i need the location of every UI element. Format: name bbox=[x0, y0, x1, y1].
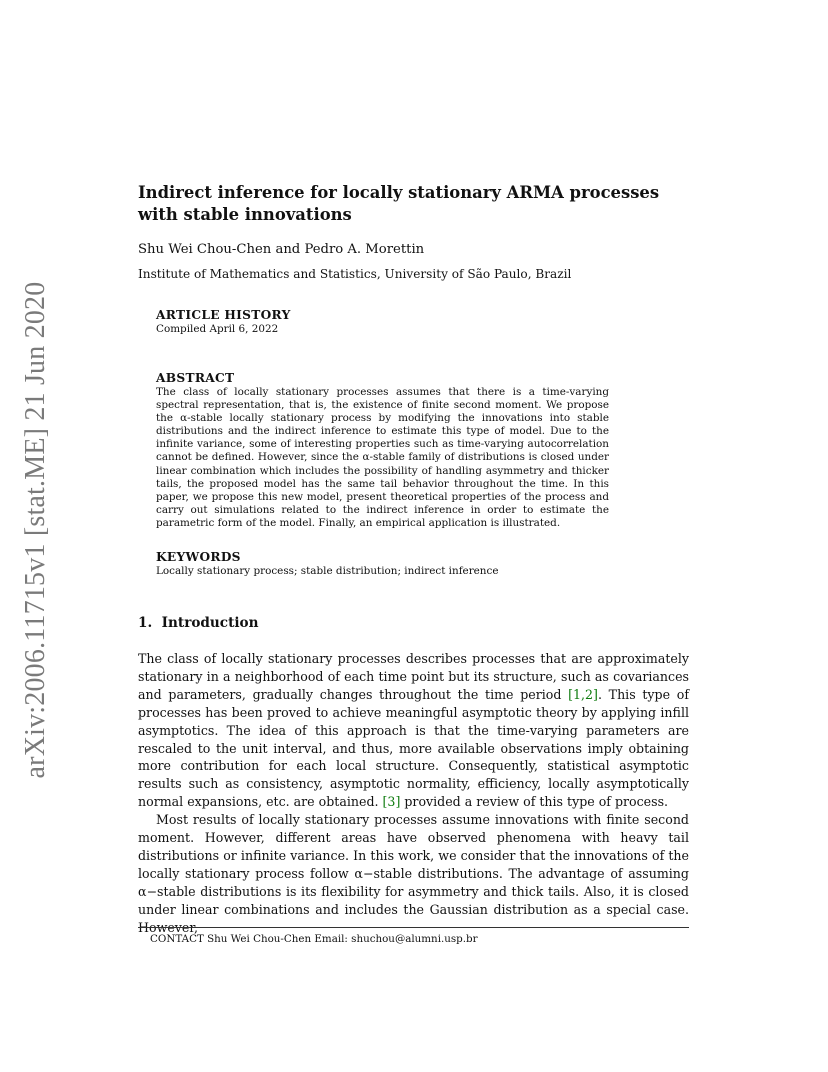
compiled-date: Compiled April 6, 2022 bbox=[156, 323, 279, 335]
intro-text-segment: . This type of processes has been proved to achieve meaningful asymptotic theory by applying infill asymptotics. The idea of this approach is that the time-varying parameters are rescaled to the unit interval, and thus, more available observations imply obtaining more contribution for each local structure. Consequently, statistical asymptotic results such as consistency, asymptotic normality, efficiency, locally asymptotically normal expansions, etc. are obtained. bbox=[138, 686, 690, 810]
citation-link[interactable]: [3] bbox=[382, 794, 401, 810]
author-list: Shu Wei Chou-Chen and Pedro A. Morettin bbox=[138, 242, 425, 257]
intro-text-segment: provided a review of this type of process. bbox=[400, 794, 669, 810]
paper-title: Indirect inference for locally stationary ARMA processes with stable innovations bbox=[138, 183, 660, 224]
intro-paragraph-1 bbox=[138, 650, 689, 811]
footnote-divider bbox=[138, 927, 689, 928]
section-heading-introduction bbox=[138, 615, 258, 631]
article-history bbox=[156, 308, 291, 336]
section-title: Introduction bbox=[161, 615, 259, 631]
abstract-heading: ABSTRACT bbox=[156, 371, 235, 385]
intro-text-segment: The class of locally stationary processes describes processes that are approximately stationary in a neighborhood of each time point but its structure, such as covariances and parameters, gradually changes throughout the time period bbox=[138, 651, 689, 702]
article-history-heading: ARTICLE HISTORY bbox=[156, 308, 291, 322]
arxiv-identifier-stamp: arXiv:2006.11715v1 [stat.ME] 21 Jun 2020 bbox=[20, 281, 51, 779]
citation-link[interactable]: [1,2] bbox=[568, 686, 598, 702]
intro-paragraph-2: Most results of locally stationary processes assume innovations with finite second moment. However, different areas have observed phenomena with heavy tail distributions or infinite variance. In this work, we consider that the innovations of the locally stationary process follow α−stable distributions. The advantage of assuming α−stable distributions is its flexibility for asymmetry and thick tails. Also, it is closed under linear combinations and includes the Gaussian distribution as a special case. However, bbox=[138, 812, 689, 935]
author-affiliation: Institute of Mathematics and Statistics, University of São Paulo, Brazil bbox=[138, 267, 572, 281]
contact-footnote: CONTACT Shu Wei Chou-Chen Email: shuchou@alumni.usp.br bbox=[150, 933, 478, 945]
keywords-heading: KEYWORDS bbox=[156, 550, 241, 564]
keywords-block bbox=[156, 550, 609, 578]
abstract-block bbox=[156, 371, 609, 530]
abstract-text: The class of locally stationary processes assumes that there is a time-varying spectral representation, that is, the existence of finite second moment. We propose the α-stable locally stationary process by modifying the innovations into stable distributions and the indirect inference to estimate this type of model. Due to the infinite variance, some of interesting properties such as time-varying autocorrelation cannot be defined. However, since the α-stable family of distributions is closed under linear combination which includes the possibility of handling asymmetry and thicker tails, the proposed model has the same tail behavior throughout the time. In this paper, we propose this new model, present theoretical properties of the process and carry out simulations related to the indirect inference in order to estimate the parametric form of the model. Finally, an empirical application is illustrated. bbox=[156, 386, 609, 529]
keywords-text: Locally stationary process; stable distribution; indirect inference bbox=[156, 565, 499, 577]
section-number: 1. bbox=[138, 615, 153, 631]
introduction-body bbox=[138, 650, 689, 937]
